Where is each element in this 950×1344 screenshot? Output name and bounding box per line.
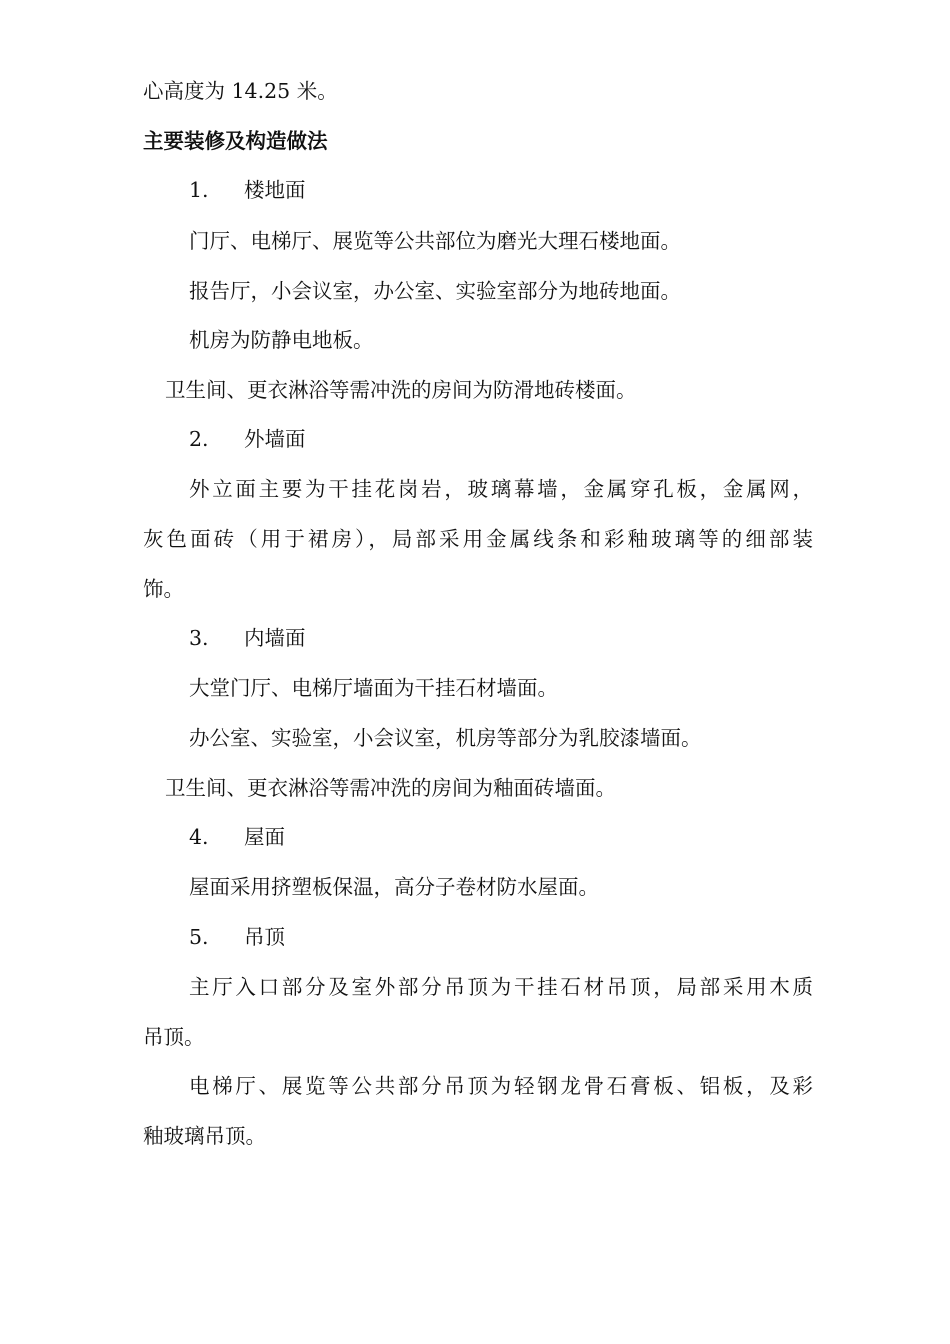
subsection-number: 5. bbox=[189, 925, 209, 949]
subsection-label: 屋面 bbox=[244, 825, 285, 849]
paragraph-line: 吊顶。 bbox=[143, 1025, 205, 1049]
subsection-number: 3. bbox=[189, 626, 209, 650]
subsection-label: 内墙面 bbox=[244, 626, 306, 650]
paragraph-line: 釉玻璃吊顶。 bbox=[143, 1124, 266, 1148]
subsection-number: 2. bbox=[189, 427, 209, 451]
paragraph-line: 灰色面砖（用于裙房），局部采用金属线条和彩釉玻璃等的细部装 bbox=[143, 527, 813, 551]
paragraph-line: 卫生间、更衣淋浴等需冲洗的房间为釉面砖墙面。 bbox=[165, 776, 616, 800]
subsection-title-4 bbox=[189, 822, 859, 852]
paragraph-line: 大堂门厅、电梯厅墙面为干挂石材墙面。 bbox=[189, 676, 558, 700]
paragraph-line: 办公室、实验室，小会议室，机房等部分为乳胶漆墙面。 bbox=[189, 726, 702, 750]
paragraph-line: 机房为防静电地板。 bbox=[189, 328, 374, 352]
paragraph-line: 饰。 bbox=[143, 577, 184, 601]
section-heading: 主要装修及构造做法 bbox=[143, 129, 328, 153]
subsection-title-2 bbox=[189, 424, 859, 454]
paragraph-line: 报告厅，小会议室，办公室、实验室部分为地砖地面。 bbox=[189, 279, 681, 303]
paragraph-line: 电梯厅、展览等公共部分吊顶为轻钢龙骨石膏板、铝板，及彩 bbox=[189, 1074, 813, 1098]
paragraph-line: 主厅入口部分及室外部分吊顶为干挂石材吊顶，局部采用木质 bbox=[189, 975, 813, 999]
paragraph-line: 门厅、电梯厅、展览等公共部位为磨光大理石楼地面。 bbox=[189, 229, 681, 253]
subsection-title-1 bbox=[189, 175, 859, 205]
subsection-number: 4. bbox=[189, 825, 209, 849]
subsection-number: 1. bbox=[189, 178, 209, 202]
subsection-label: 楼地面 bbox=[244, 178, 306, 202]
subsection-title-3 bbox=[189, 623, 859, 653]
paragraph-line: 外立面主要为干挂花岗岩，玻璃幕墙，金属穿孔板，金属网， bbox=[189, 477, 813, 501]
subsection-title-5 bbox=[189, 922, 859, 952]
paragraph-line: 心高度为 14.25 米。 bbox=[143, 79, 338, 103]
paragraph-line: 卫生间、更衣淋浴等需冲洗的房间为防滑地砖楼面。 bbox=[165, 378, 637, 402]
paragraph-line: 屋面采用挤塑板保温，高分子卷材防水屋面。 bbox=[189, 875, 599, 899]
subsection-label: 外墙面 bbox=[244, 427, 306, 451]
subsection-label: 吊顶 bbox=[244, 925, 285, 949]
